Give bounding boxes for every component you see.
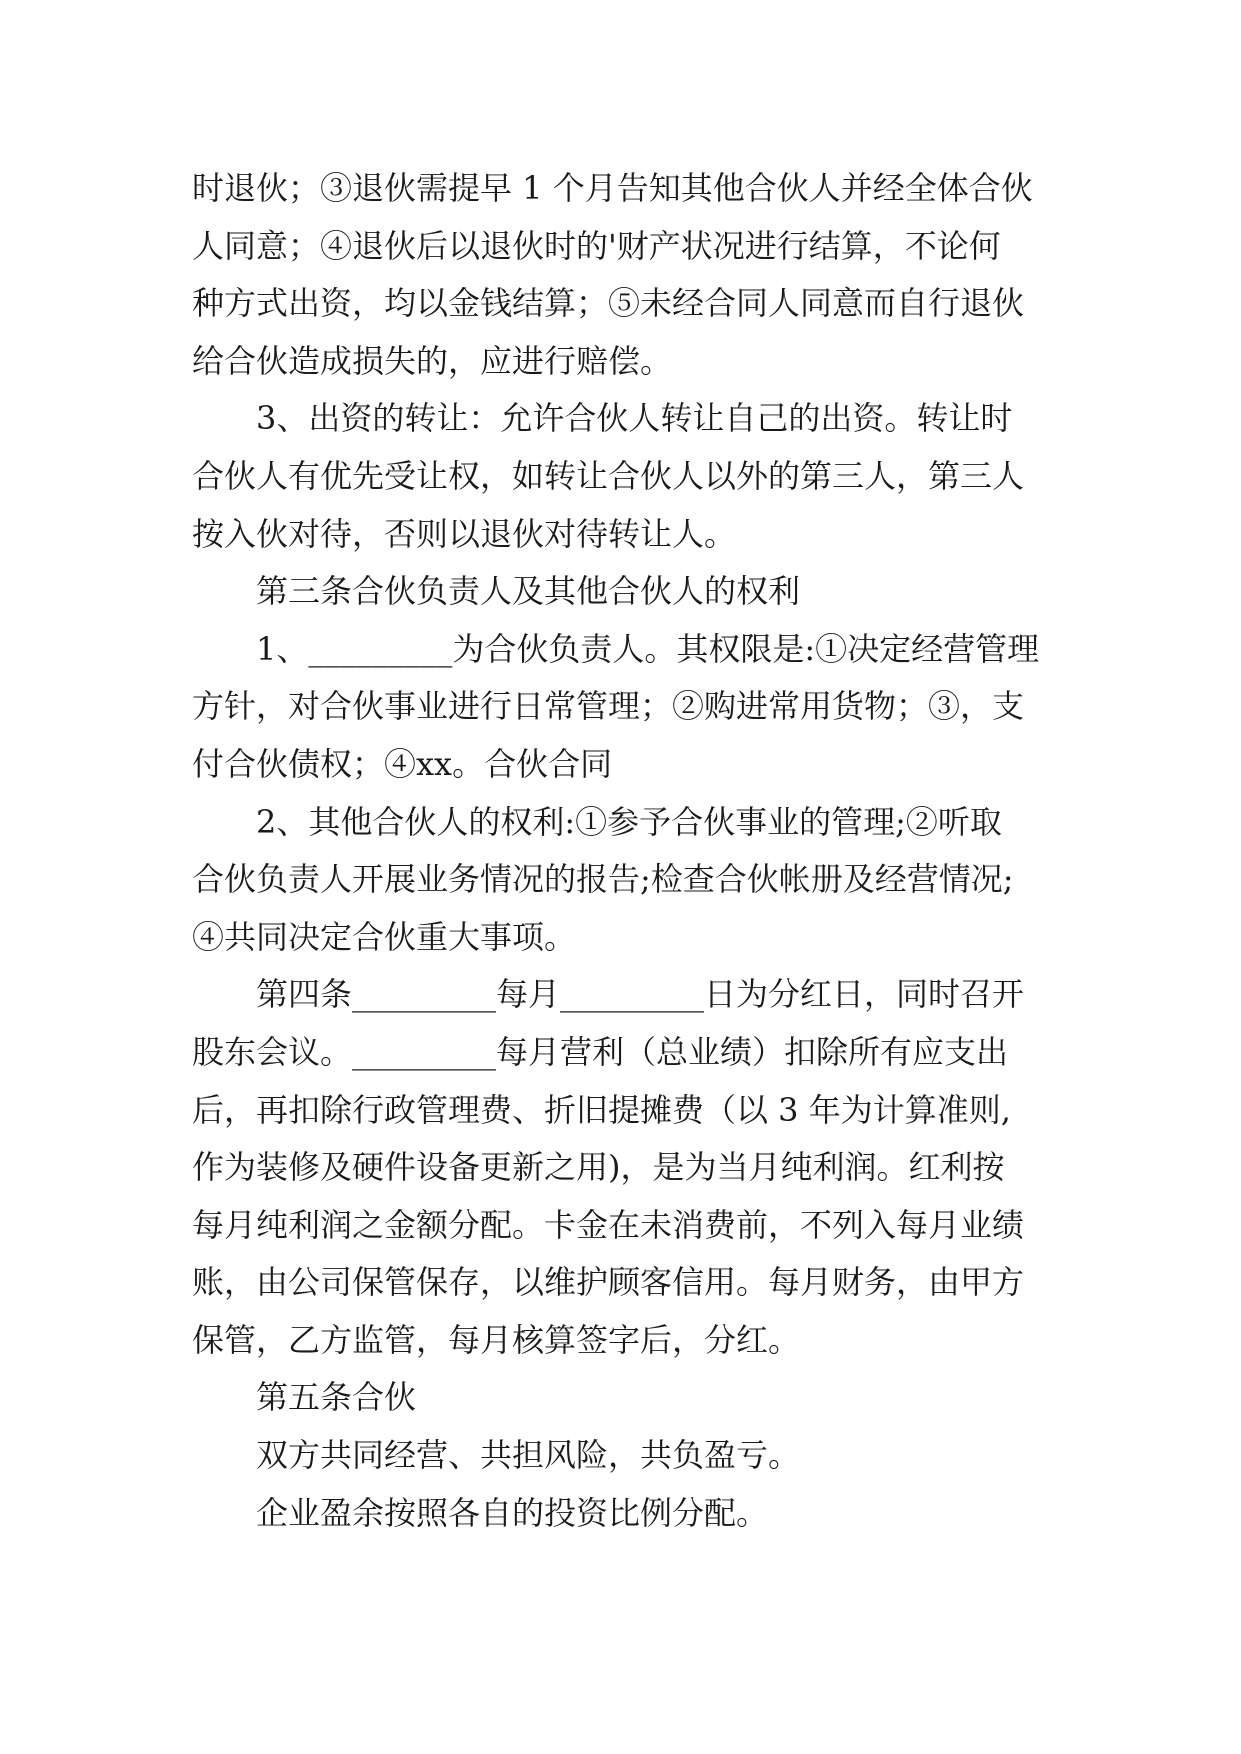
text-line: 合伙负责人开展业务情况的报告;检查合伙帐册及经营情况;	[192, 860, 1014, 899]
text-line: 第四条_________每月_________日为分红日，同时召开	[256, 975, 1025, 1014]
text-line: 保管，乙方监管，每月核算签字后，分红。	[192, 1320, 801, 1359]
text-line: 3、出资的转让：允许合伙人转让自己的出资。转让时	[256, 399, 1013, 438]
text-line: 企业盈余按照各自的投资比例分配。	[256, 1493, 769, 1532]
text-line: 账，由公司保管保存，以维护顾客信用。每月财务，由甲方	[192, 1263, 1025, 1302]
document-body	[192, 160, 1058, 1542]
text-line: 每月纯利润之金额分配。卡金在未消费前，不列入每月业绩	[192, 1205, 1025, 1244]
section-heading: 第三条合伙负责人及其他合伙人的权利	[256, 572, 801, 611]
text-line: 作为装修及硬件设备更新之用)，是为当月纯利润。红利按	[192, 1148, 1005, 1187]
text-line: 按入伙对待，否则以退伙对待转让人。	[192, 514, 737, 553]
text-line: 后，再扣除行政管理费、折旧提摊费（以 3 年为计算准则,	[192, 1090, 1011, 1129]
text-line: 人同意；④退伙后以退伙时的'财产状况进行结算，不论何	[192, 226, 1001, 265]
text-line: 付合伙债权；④xx。合伙合同	[192, 744, 613, 783]
text-line: 2、其他合伙人的权利:①参予合伙事业的管理;②听取	[256, 802, 1002, 841]
text-line: 股东会议。_________每月营利（总业绩）扣除所有应支出	[192, 1032, 1009, 1071]
text-line: 双方共同经营、共担风险，共负盈亏。	[256, 1436, 801, 1475]
section-heading: 第五条合伙	[256, 1378, 417, 1417]
text-line: 给合伙造成损失的，应进行赔偿。	[192, 341, 673, 380]
text-line: 时退伙；③退伙需提早 1 个月告知其他合伙人并经全体合伙	[192, 169, 1033, 207]
text-line: 方针，对合伙事业进行日常管理；②购进常用货物；③，支	[192, 687, 1025, 726]
text-line: 合伙人有优先受让权，如转让合伙人以外的第三人，第三人	[192, 456, 1025, 495]
text-line: 1、_________为合伙负责人。其权限是:①决定经营管理	[256, 629, 1040, 668]
text-line: ④共同决定合伙重大事项。	[192, 917, 577, 956]
text-line: 种方式出资，均以金钱结算；⑤未经合同人同意而自行退伙	[192, 284, 1025, 323]
